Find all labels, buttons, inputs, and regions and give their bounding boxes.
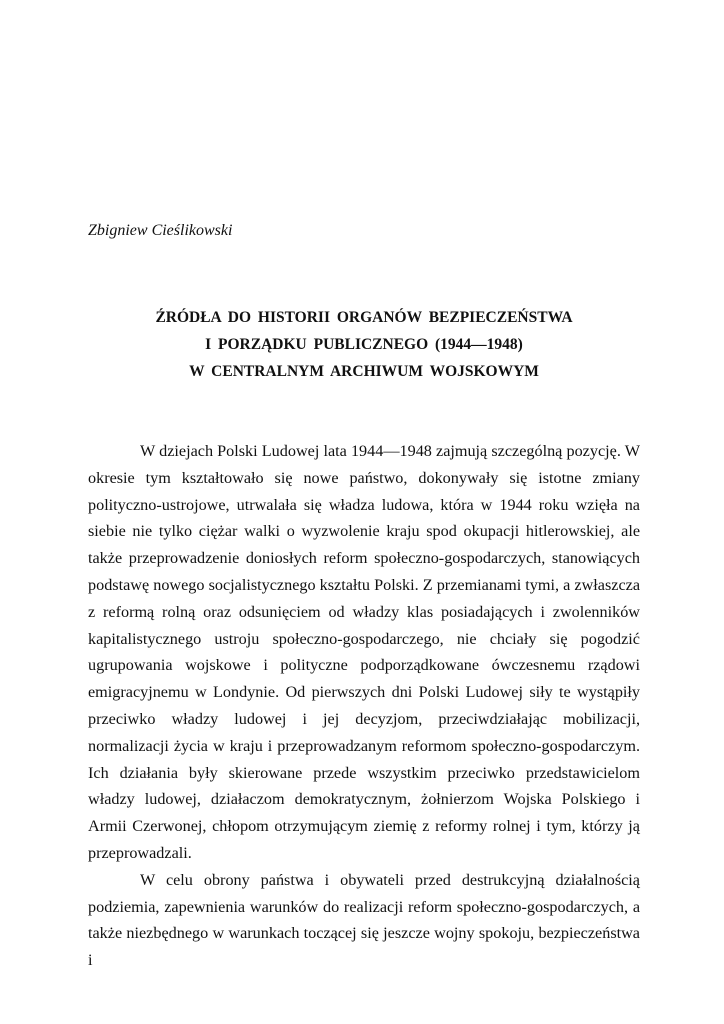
title-line: I PORZĄDKU PUBLICZNEGO (1944—1948) <box>205 336 523 353</box>
paragraph: W celu obrony państwa i obywateli przed destrukcyjną działalnością podziemia, zapewnienia warunków do realizacji reform społeczno-gospodarczych, a także niezbędnego w warunkach toczącej się jeszcze wojny spokoju, bezpieczeństwa i <box>88 870 640 970</box>
title-line: ŹRÓDŁA DO HISTORII ORGANÓW BEZPIECZEŃSTWA <box>155 309 573 326</box>
body-text <box>88 438 640 974</box>
paragraph: W dziejach Polski Ludowej lata 1944—1948 zajmują szczególną pozycję. W okresie tym kształtowało się nowe państwo, dokonywały się istotne zmiany polityczno-ustrojowe, utrwalała się władza ludowa, która w 1944 roku wzięła na siebie nie tylko ciężar walki o wyzwolenie kraju spod okupacji hitlerowskiej, ale także przeprowadzenie doniosłych reform społeczno-gospodarczych, stanowiących podstawę nowego socjalistycznego kształtu Polski. Z przemianami tymi, a zwłaszcza z reformą rolną oraz odsunięciem od władzy klas posiadających i zwolenników kapitalistycznego ustroju społeczno-gospodarczego, nie chciały się pogodzić ugrupowania wojskowe i polityczne podporządkowane ówczesnemu rządowi emigracyjnemu w Londynie. Od pierwszych dni Polski Ludowej siły te wystąpiły przeciwko władzy ludowej i jej decyzjom, przeciwdziałając mobilizacji, normalizacji życia w kraju i przeprowadzanym reformom społeczno-gospodarczym. Ich działania były skierowane przede wszystkim przeciwko przedstawicielom władzy ludowej, działaczom demokratycznym, żołnierzom Wojska Polskiego i Armii Czerwonej, chłopom otrzymującym ziemię z reformy rolnej i tym, którzy ją przeprowadzali. <box>88 442 640 862</box>
author-name: Zbigniew Cieślikowski <box>88 222 233 239</box>
article-title <box>88 304 640 385</box>
title-line: W CENTRALNYM ARCHIWUM WOJSKOWYM <box>189 363 539 380</box>
